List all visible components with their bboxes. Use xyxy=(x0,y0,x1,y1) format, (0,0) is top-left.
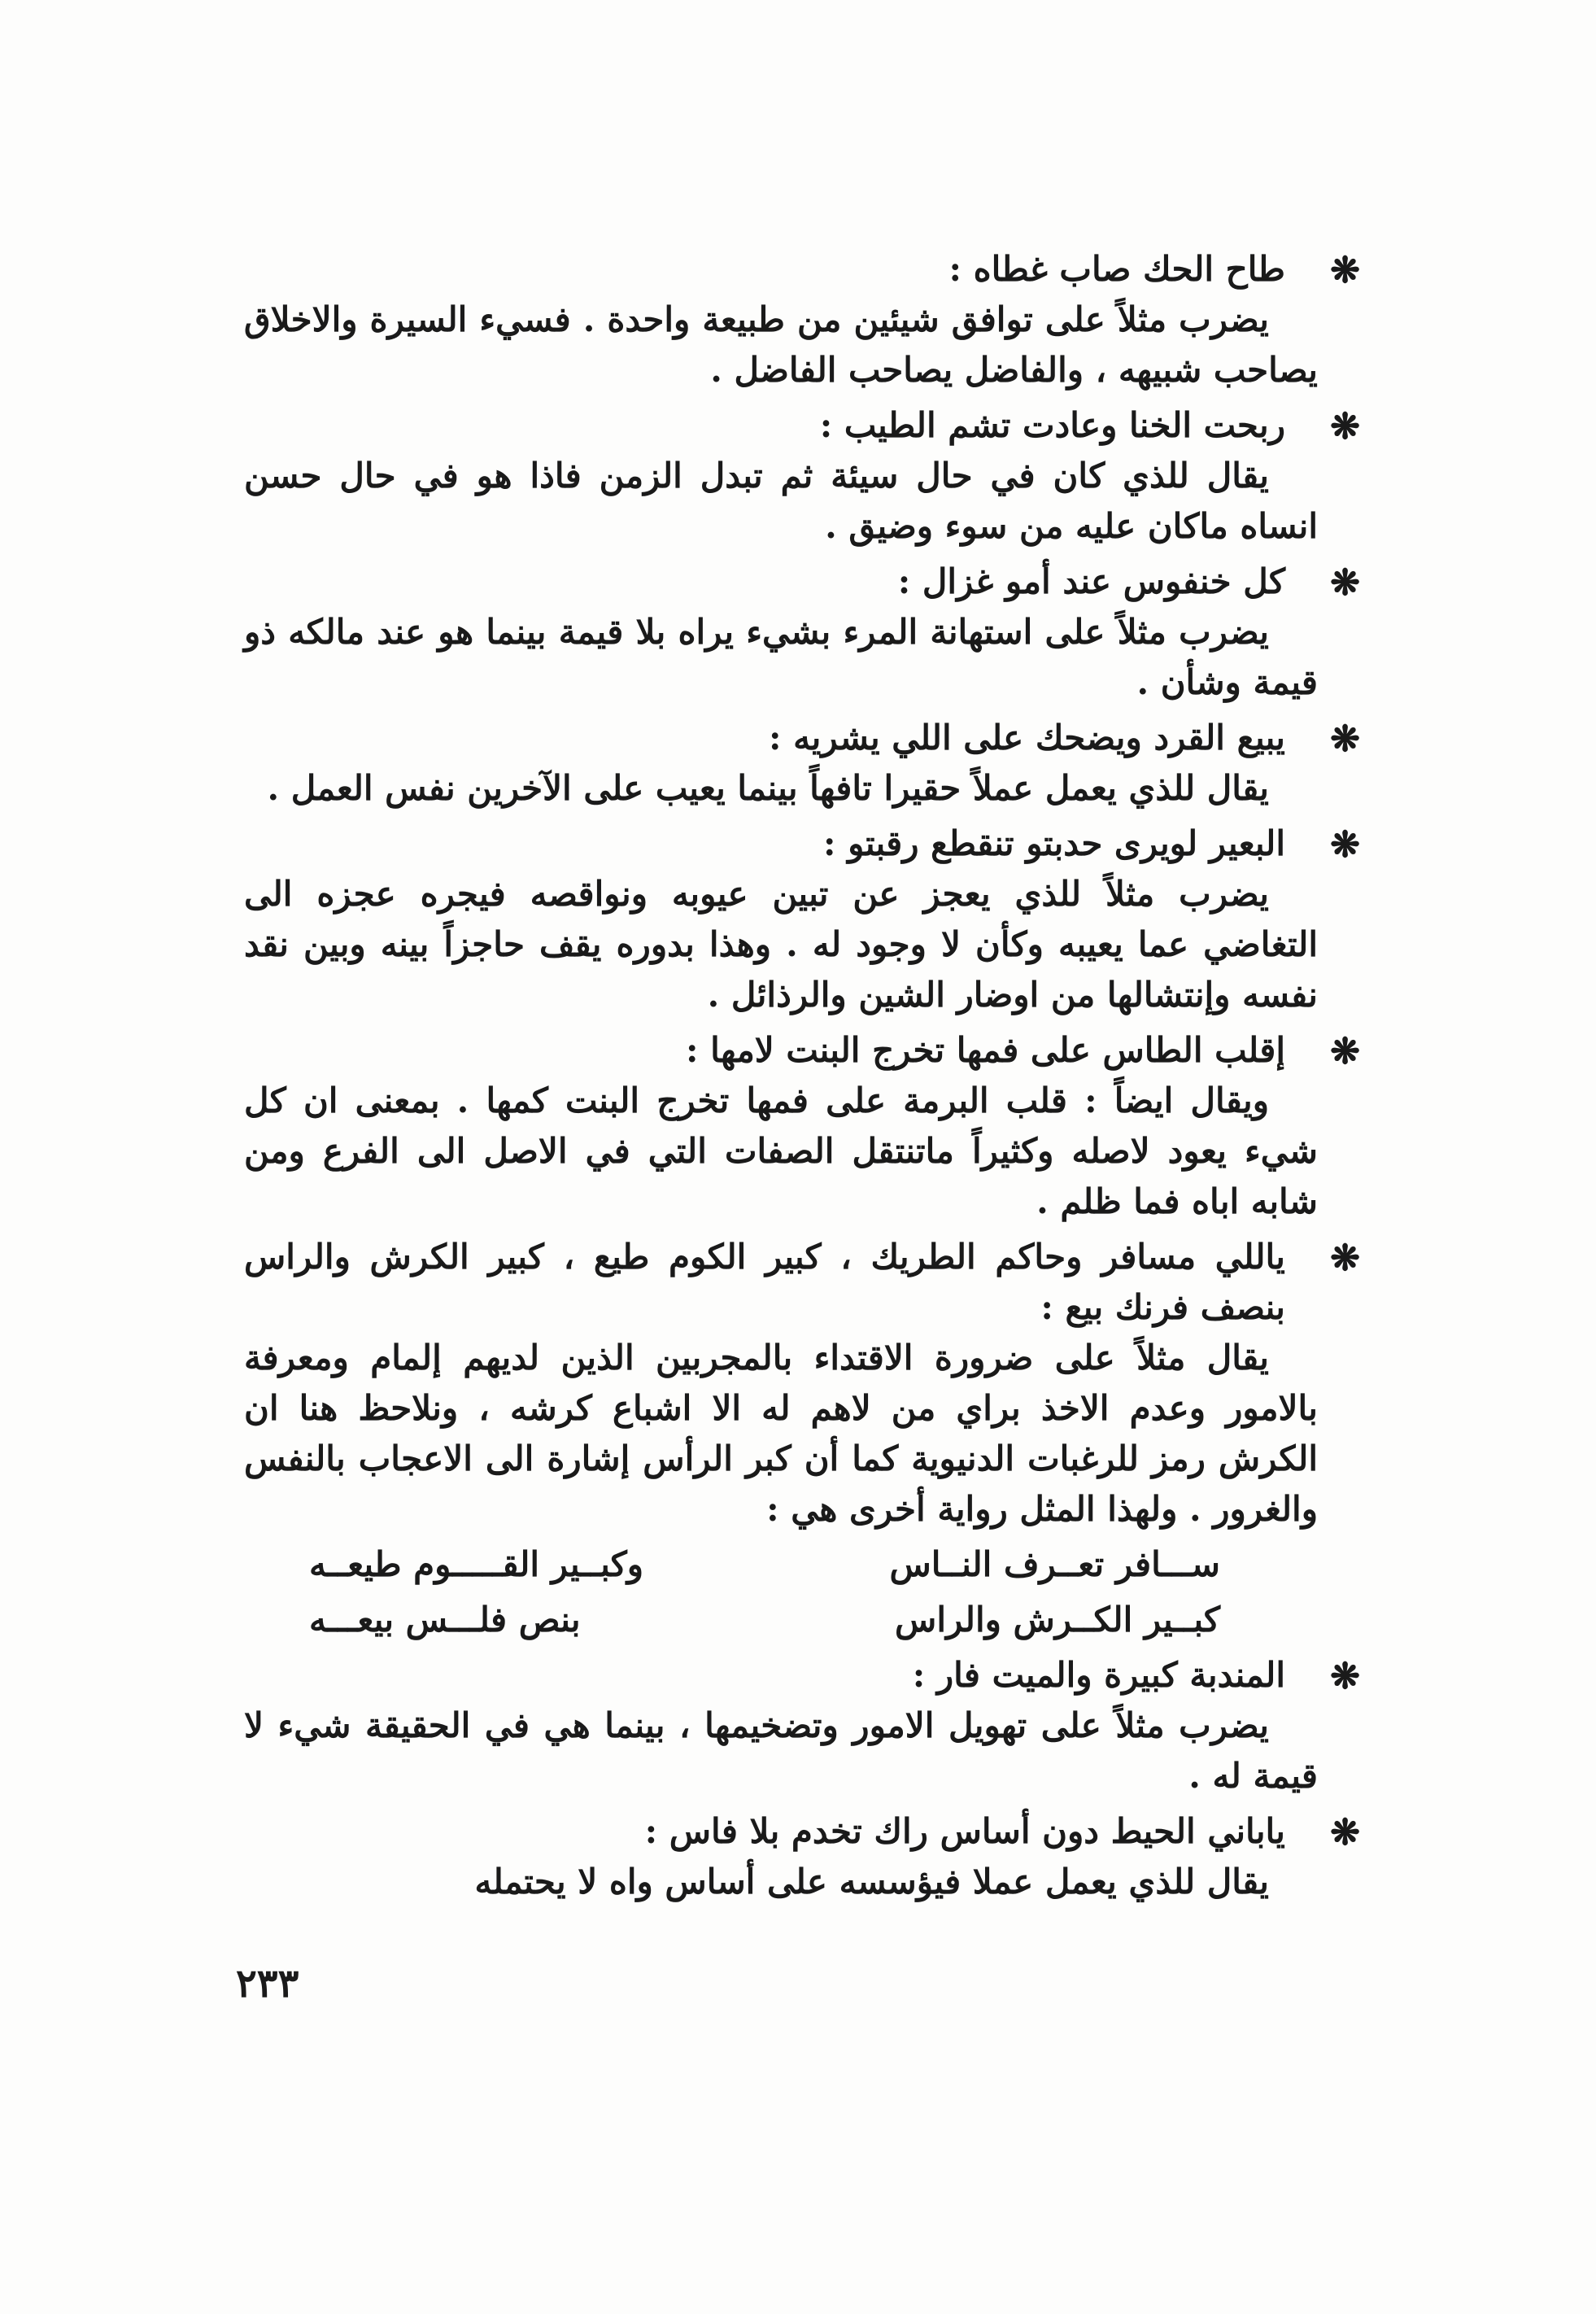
proverb-heading-text: البعير لويرى حدبتو تنقطع رقبتو : xyxy=(823,823,1285,863)
page-number: ٢٣٣ xyxy=(236,1961,299,2006)
proverb-entry xyxy=(244,713,1360,814)
verse-hemistich: وكبــير القـــــوم طيعــه xyxy=(309,1544,644,1584)
proverb-heading-text: ربحت الخنا وعادت تشم الطيب : xyxy=(819,405,1285,445)
proverb-heading-text: كل خنفوس عند أمو غزال : xyxy=(897,561,1285,601)
proverb-entry xyxy=(244,1806,1360,1907)
proverb-explanation: يقال مثلاً على ضرورة الاقتداء بالمجربين الذين لديهم إلمام ومعرفة بالامور وعدم الاخذ براي من لاهم له الا اشباع كرشه ، ونلاحظ هنا ان الكرش رمز للرغبات الدنيوية كما أن كبر الرأس إشارة الى الاعجاب بالنفس والغرور . ولهذا المثل رواية أخرى هي : xyxy=(244,1338,1318,1529)
proverb-explanation: يضرب مثلاً على استهانة المرء بشيء يراه بلا قيمة بينما هو عند مالكه ذو قيمة وشأن . xyxy=(244,612,1318,702)
proverb-entry xyxy=(244,819,1360,1020)
asterism-icon: ❋ xyxy=(1330,824,1360,866)
proverb-heading-text: المندبة كبيرة والميت فار : xyxy=(912,1655,1285,1695)
verse-line xyxy=(244,1539,1318,1590)
proverb-entry xyxy=(244,244,1360,395)
proverb-heading xyxy=(244,400,1360,451)
proverb-heading xyxy=(244,1650,1360,1701)
proverb-explanation: يقال للذي يعمل عملاً حقيرا تافهاً بينما يعيب على الآخرين نفس العمل . xyxy=(267,768,1269,808)
proverb-explanation: يضرب مثلاً للذي يعجز عن تبين عيوبه ونواقصه فيجره عجزه الى التغاضي عما يعيبه وكأن لا وجود له . وهذا بدوره يقف حاجزاً بينه وبين نقد نفسه وإنتشالها من اوضار الشين والرذائل . xyxy=(244,874,1318,1015)
proverb-heading xyxy=(244,819,1360,869)
proverb-heading-text: ياباني الحيط دون أساس راك تخدم بلا فاس : xyxy=(644,1811,1285,1851)
proverb-heading-text: طاح الحك صاب غطاه : xyxy=(948,249,1285,289)
proverb-heading-text: ياللي مسافر وحاكم الطريك ، كبير الكوم طيع ، كبير الكرش والراس بنصف فرنك بيع : xyxy=(244,1237,1285,1327)
verse-hemistich: كبــير الكــرش والراس xyxy=(895,1600,1220,1639)
proverb-explanation: يقال للذي يعمل عملا فيؤسسه على أساس واه لا يحتمله xyxy=(474,1862,1269,1901)
proverb-heading xyxy=(244,244,1360,295)
asterism-icon: ❋ xyxy=(1330,406,1360,448)
proverb-heading xyxy=(244,1025,1360,1076)
proverbs-text xyxy=(244,244,1360,1912)
proverb-entry xyxy=(244,1650,1360,1801)
verse-hemistich: ســـافر تعــرف النــاس xyxy=(889,1544,1220,1584)
asterism-icon: ❋ xyxy=(1330,718,1360,760)
proverb-entry xyxy=(244,1232,1360,1645)
proverb-heading-text: إقلب الطاس على فمها تخرج البنت لامها : xyxy=(686,1030,1285,1070)
verse-hemistich: بنص فلـــس بيعـــه xyxy=(309,1600,581,1639)
proverb-entry xyxy=(244,400,1360,552)
proverb-explanation: يضرب مثلاً على تهويل الامور وتضخيمها ، بينما هي في الحقيقة شيء لا قيمة له . xyxy=(244,1705,1318,1796)
asterism-icon: ❋ xyxy=(1330,250,1360,291)
asterism-icon: ❋ xyxy=(1330,1238,1360,1279)
proverb-heading-text: يبيع القرد ويضحك على اللي يشريه : xyxy=(768,718,1285,758)
proverb-explanation: يقال للذي كان في حال سيئة ثم تبدل الزمن فاذا هو في حال حسن انساه ماكان عليه من سوء وضيق . xyxy=(244,456,1318,546)
proverb-heading xyxy=(244,557,1360,607)
proverb-explanation: يضرب مثلاً على توافق شيئين من طبيعة واحدة . فسيء السيرة والاخلاق يصاحب شبيهه ، والفاضل يصاحب الفاضل . xyxy=(244,299,1318,390)
proverb-heading xyxy=(244,1232,1360,1333)
asterism-icon: ❋ xyxy=(1330,562,1360,604)
asterism-icon: ❋ xyxy=(1330,1656,1360,1697)
asterism-icon: ❋ xyxy=(1330,1812,1360,1853)
proverb-entry xyxy=(244,1025,1360,1227)
proverb-heading xyxy=(244,713,1360,763)
proverb-explanation: ويقال ايضاً : قلب البرمة على فمها تخرج البنت كمها . بمعنى ان كل شيء يعود لاصله وكثيراً ماتنتقل الصفات التي في الاصل الى الفرع ومن شابه اباه فما ظلم . xyxy=(244,1081,1318,1221)
proverb-entry xyxy=(244,557,1360,708)
verse-line xyxy=(244,1595,1318,1645)
asterism-icon: ❋ xyxy=(1330,1031,1360,1072)
proverb-heading xyxy=(244,1806,1360,1857)
